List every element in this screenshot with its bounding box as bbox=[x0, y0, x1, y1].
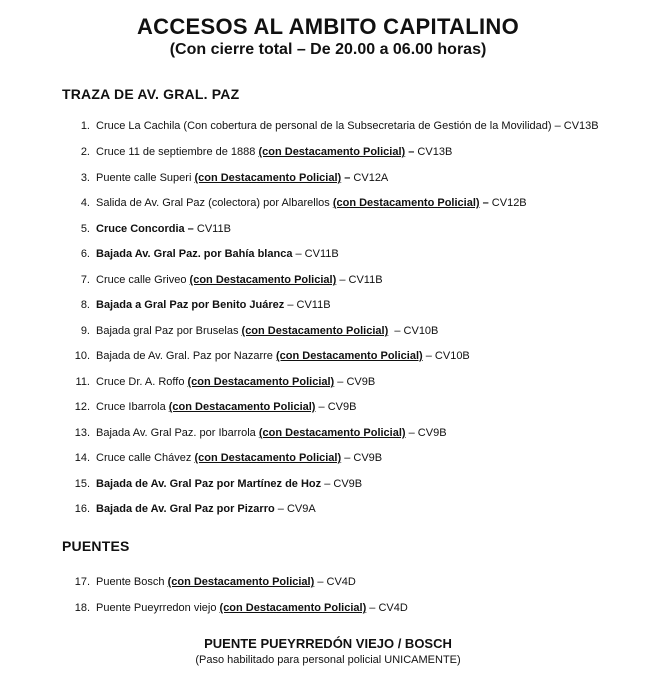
list-item bbox=[62, 425, 622, 441]
list-item-text: Bajada de Av. Gral Paz por Pizarro bbox=[96, 503, 275, 515]
list-item-text: – bbox=[479, 197, 489, 209]
list-item-text: Bajada de Av. Gral. Paz por Nazarre bbox=[96, 350, 276, 362]
list-item bbox=[62, 118, 622, 134]
list-item-text: – CV11B bbox=[292, 248, 339, 260]
list-item-number: 15. bbox=[74, 478, 90, 490]
section-heading-traza: TRAZA DE AV. GRAL. PAZ bbox=[62, 86, 240, 102]
list-item-text: – CV10B bbox=[422, 350, 470, 362]
list-item-number: 10. bbox=[74, 350, 90, 362]
list-item-text: Puente Bosch bbox=[96, 576, 168, 588]
list-item-number: 7. bbox=[80, 274, 90, 286]
list-item bbox=[62, 221, 622, 237]
list-item bbox=[62, 600, 622, 616]
list-item-text: – CV9B bbox=[341, 452, 383, 464]
police-post-note: (con Destacamento Policial) bbox=[258, 146, 406, 158]
list-item-text: CV12B bbox=[488, 197, 527, 209]
list-item bbox=[62, 272, 622, 288]
list-item-text: Cruce Ibarrola bbox=[96, 401, 169, 413]
list-item-number: 8. bbox=[80, 299, 90, 311]
list-item bbox=[62, 170, 622, 186]
list-item-text: – CV4D bbox=[366, 602, 408, 614]
list-item-number: 3. bbox=[80, 172, 90, 184]
police-post-note: (con Destacamento Policial) bbox=[189, 274, 337, 286]
list-item bbox=[62, 399, 622, 415]
list-item-number: 16. bbox=[74, 503, 90, 515]
list-item bbox=[62, 246, 622, 262]
list-item-number: 18. bbox=[74, 602, 90, 614]
list-item-text: Puente calle Superi bbox=[96, 172, 195, 184]
list-item-text: – bbox=[341, 172, 351, 184]
list-item-number: 6. bbox=[80, 248, 90, 260]
list-item-text: – CV9B bbox=[405, 427, 447, 439]
list-item-text: Cruce calle Chávez bbox=[96, 452, 195, 464]
list-item-text: – CV11B bbox=[284, 299, 331, 311]
police-post-note: (con Destacamento Policial) bbox=[332, 197, 480, 209]
list-item-text: Cruce Dr. A. Roffo bbox=[96, 376, 188, 388]
police-post-note: (con Destacamento Policial) bbox=[194, 452, 342, 464]
list-item-number: 11. bbox=[75, 376, 90, 388]
list-item bbox=[62, 374, 622, 390]
list-item-text: Cruce Concordia – bbox=[96, 223, 194, 235]
police-post-note: (con Destacamento Policial) bbox=[168, 401, 316, 413]
list-item bbox=[62, 323, 622, 339]
police-post-note: (con Destacamento Policial) bbox=[219, 602, 367, 614]
list-item-text: Bajada a Gral Paz por Benito Juárez bbox=[96, 299, 285, 311]
list-item-number: 14. bbox=[74, 452, 90, 464]
list-item bbox=[62, 195, 622, 211]
list-item bbox=[62, 574, 622, 590]
police-post-note: (con Destacamento Policial) bbox=[167, 576, 315, 588]
list-item-text: Cruce La Cachila (Con cobertura de personal de la Subsecretaria de Gestión de la Movilidad) – CV13B bbox=[96, 120, 599, 132]
list-item bbox=[62, 501, 622, 517]
list-item-text: Bajada Av. Gral Paz. por Bahía blanca bbox=[96, 248, 293, 260]
police-post-note: (con Destacamento Policial) bbox=[241, 325, 389, 337]
list-item-text: CV13B bbox=[414, 146, 453, 158]
list-item-number: 12. bbox=[74, 401, 90, 413]
list-item-text: – CV9B bbox=[334, 376, 376, 388]
list-item-number: 2. bbox=[80, 146, 90, 158]
list-item-text: – CV9B bbox=[321, 478, 363, 490]
footer-subtitle: (Paso habilitado para personal policial UNICAMENTE) bbox=[195, 654, 461, 666]
section-heading-puentes: PUENTES bbox=[62, 538, 130, 554]
list-item-text: – CV10B bbox=[388, 325, 439, 337]
police-post-note: (con Destacamento Policial) bbox=[258, 427, 406, 439]
list-item bbox=[62, 297, 622, 313]
police-post-note: (con Destacamento Policial) bbox=[194, 172, 342, 184]
list-item bbox=[62, 476, 622, 492]
list-item-text: CV12A bbox=[350, 172, 389, 184]
list-item-number: 13. bbox=[74, 427, 90, 439]
list-item-number: 5. bbox=[80, 223, 90, 235]
list-item-text: Cruce 11 de septiembre de 1888 bbox=[96, 146, 259, 158]
list-item-text: Bajada de Av. Gral Paz por Martínez de Hoz bbox=[96, 478, 322, 490]
list-item-text: Bajada gral Paz por Bruselas bbox=[96, 325, 242, 337]
list-item-text: – bbox=[405, 146, 415, 158]
list-item-text: – CV11B bbox=[336, 274, 383, 286]
footer-title: PUENTE PUEYRREDÓN VIEJO / BOSCH bbox=[204, 636, 452, 651]
list-item bbox=[62, 348, 622, 364]
list-item bbox=[62, 144, 622, 160]
list-item-text: – CV4D bbox=[314, 576, 356, 588]
list-item-number: 4. bbox=[80, 197, 90, 209]
list-item-text: Salida de Av. Gral Paz (colectora) por Albarellos bbox=[96, 197, 333, 209]
police-post-note: (con Destacamento Policial) bbox=[187, 376, 335, 388]
list-item bbox=[62, 450, 622, 466]
police-post-note: (con Destacamento Policial) bbox=[275, 350, 423, 362]
list-item-text: – CV9B bbox=[315, 401, 357, 413]
document-subtitle: (Con cierre total – De 20.00 a 06.00 horas) bbox=[169, 41, 487, 58]
list-item-number: 17. bbox=[74, 576, 90, 588]
list-item-text: – CV9A bbox=[274, 503, 316, 515]
list-item-text: Puente Pueyrredon viejo bbox=[96, 602, 220, 614]
list-item-number: 1. bbox=[80, 120, 90, 132]
list-item-text: Bajada Av. Gral Paz. por Ibarrola bbox=[96, 427, 259, 439]
list-item-text: CV11B bbox=[193, 223, 231, 235]
list-item-number: 9. bbox=[80, 325, 90, 337]
document-title: ACCESOS AL AMBITO CAPITALINO bbox=[136, 14, 519, 39]
list-item-text: Cruce calle Griveo bbox=[96, 274, 190, 286]
